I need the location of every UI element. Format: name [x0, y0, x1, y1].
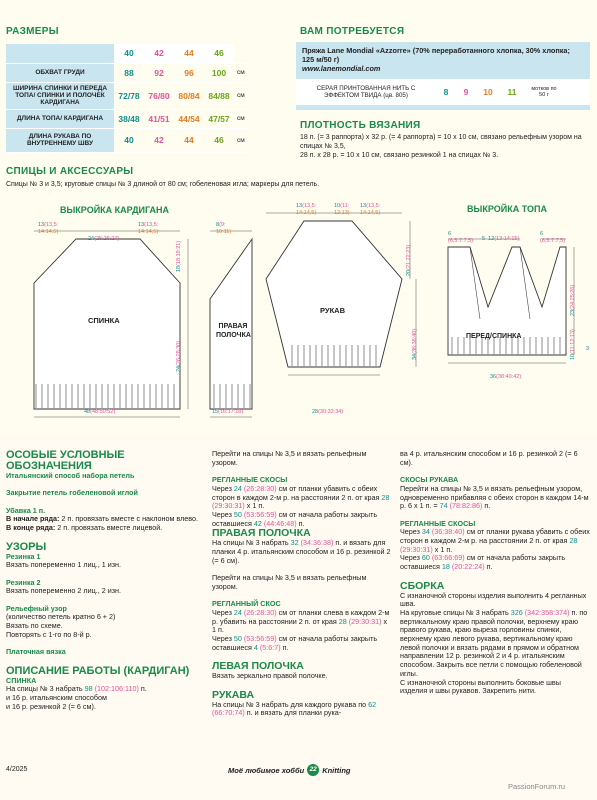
density-line: 18 п. (= 3 раппорта) x 32 р. (= 4 раппорта) = 10 x 10 см, связано рельефным узором на спицах № 3,5, — [300, 134, 582, 150]
dim-sleeve-top: 10(11: 12:13) — [334, 203, 350, 216]
dim-top-strap: 6 (6,5:7:7,5) — [448, 231, 474, 244]
sizes-title: РАЗМЕРЫ — [6, 26, 59, 37]
yarn-site: www.lanemondial.com — [302, 64, 381, 73]
yarn-amount: 9 — [463, 87, 469, 97]
size-cell: 100 — [204, 63, 234, 82]
size-row-label: ШИРИНА СПИНКИ И ПЕРЕДА ТОПА/ СПИНКИ И ПОЛОЧЕК КАРДИГАНА — [6, 82, 114, 109]
size-cell: 80/84 — [174, 82, 204, 109]
dim-back-shoulder: 13(13,5: 14:14,5) — [38, 222, 59, 235]
site-watermark: PassionForum.ru — [508, 782, 566, 791]
dim-front-top: 8(9: 10:11) — [216, 222, 232, 235]
top-pattern-title: ВЫКРОЙКА ТОПА — [467, 204, 547, 214]
tools-title: СПИЦЫ И АКСЕССУАРЫ — [6, 166, 134, 177]
density-text — [300, 133, 592, 160]
dim-back-raglan: 18(18:19:21) — [176, 240, 182, 272]
issue-number: 4/2025 — [6, 766, 28, 773]
yarn-amount: 11 — [507, 87, 517, 97]
size-cell: 46 — [204, 128, 234, 152]
size-header: 46 — [204, 44, 234, 63]
dim-back-width: 48(48:50:52) — [84, 409, 116, 415]
column-3: ва 4 р. итальянским способом и 16 р. резинкой 2 (= 6 см). СКОСЫ РУКАВА Перейти на спицы № 3,5 и вязать рельефным узором, одновременно прибавляя с обеих сторон в каждом 14-м р. 6 x 1 п. = 74 (78:82:86) п. РЕГЛАННЫЕ СКОСЫ Через 34 (36:38:40) см от планки рукава убавить с обеих сторон в каждом 2-м р. на расстоянии 2 п. от края 28 (29:30:31) x 1 п. Через 60 (63:66:69) см от начала работы закрыть оставшиеся 18 (20:22:24) п. СБОРКА С изнаночной стороны изделия выполнить 4 регланных шва. На круговые спицы № 3 набрать 326 (342:358:374) п. по вертикальному краю правой полочки, верхнему краю правого рукава, краю выреза горловины спинки, верхнему краю левого рукава, вертикальному краю левой полочки и вязать рядами в прямом и обратном направлении 12 р. резинкой 2 и 4 р. итальянским способом. Закрыть все петли с помощью гобеленовой иглы. С изнаночной стороны выполнить боковые швы изделия и швы рукавов. Закрепить нити. — [400, 449, 590, 696]
size-cell: 76/80 — [144, 82, 174, 109]
dim-back-neck: 24(25:26:27) — [88, 236, 120, 242]
size-cell: 42 — [144, 128, 174, 152]
yarn-unit: мотков по 50 г — [531, 85, 557, 98]
density-line: 28 п. x 28 р. = 10 x 10 см, связано резинкой 1 на спицах № 3. — [300, 152, 499, 159]
top-front-back-label: ПЕРЕД/СПИНКА — [466, 333, 522, 340]
need-title: ВАМ ПОТРЕБУЕТСЯ — [300, 26, 405, 37]
dim-top-height: 23(24:25:26) — [570, 284, 576, 316]
yarn-text: Пряжа Lane Mondial «Azzorre» (70% переработанного хлопка, 30% хлопка; 125 м/50 г) — [302, 46, 570, 64]
dim-top-bottom: 10(11:12:13) — [570, 329, 576, 360]
page-number: 22 — [307, 764, 319, 776]
sleeve-label: РУКАВ — [320, 306, 345, 315]
dim-sleeve-side-r: 13(13,5: 14:14,5) — [360, 203, 381, 216]
size-unit: см — [234, 109, 248, 128]
close-caption: Закрытие петель гобеленовой иглой — [6, 488, 138, 498]
dim-top-neck: 5 12(13:14:15) — [482, 236, 520, 242]
size-cell: 38/48 — [114, 109, 144, 128]
size-cell: 44/54 — [174, 109, 204, 128]
size-cell: 40 — [114, 128, 144, 152]
size-cell: 84/88 — [204, 82, 234, 109]
cardigan-pattern-title: ВЫКРОЙКА КАРДИГАНА — [60, 205, 169, 215]
column-1: ОСОБЫЕ УСЛОВНЫЕ ОБОЗНАЧЕНИЯ Итальянский способ набора петель Закрытие петель гобеленовой иглой Убавка 1 п. В начале ряда: 2 п. провязать вместе с наклоном влево. В конце ряда: 2 п. провязать вместе лицевой. УЗОРЫ Резинка 1 Вязать попеременно 1 лиц., 1 изн. Резинка 2 Вязать попеременно 2 лиц., 2 изн. Рельефный узор (количество петель кратно 6 + 2) Вязать по схеме. Повторять с 1-го по 8-й р. Платочная вязка ОПИСАНИЕ РАБОТЫ (КАРДИГАН) СПИНКА На спицы № 3 набрать 98 (102:106:110) п. и 16 р. итальянским способом и 16 р. резинкой 2 (= 6 см). — [6, 450, 202, 711]
size-cell: 88 — [114, 63, 144, 82]
size-row-label: ОБХВАТ ГРУДИ — [6, 63, 114, 82]
size-cell: 47/57 — [204, 109, 234, 128]
size-cell: 96 — [174, 63, 204, 82]
size-header: 40 — [114, 44, 144, 63]
dim-top-width: 36(38:40:42) — [490, 374, 522, 380]
italian-caption: Итальянский способ набора петель — [6, 471, 135, 480]
special-title: ОСОБЫЕ УСЛОВНЫЕ ОБОЗНАЧЕНИЯ — [6, 449, 125, 472]
patterns-title: УЗОРЫ — [6, 540, 47, 553]
sizes-table — [6, 44, 248, 153]
dim-sleeve-cuff: 28(30:32:34) — [312, 409, 344, 415]
need-box — [296, 42, 590, 110]
front-label: ПРАВАЯ ПОЛОЧКА — [216, 323, 251, 339]
yarn-amount-row — [296, 79, 590, 105]
size-cell: 92 — [144, 63, 174, 82]
dim-sleeve-side: 13(13,5: 14:14,5) — [296, 203, 317, 216]
dec-title: Убавка 1 п. — [6, 505, 46, 515]
size-unit: см — [234, 128, 248, 152]
size-header: 42 — [144, 44, 174, 63]
size-unit: см — [234, 82, 248, 109]
dim-sleeve-raglan: 20(21:22:23) — [406, 244, 412, 276]
size-cell: 41/51 — [144, 109, 174, 128]
back-label: СПИНКА — [88, 316, 120, 325]
size-cell: 72/78 — [114, 82, 144, 109]
size-row-label: ДЛИНА ТОПА/ КАРДИГАНА — [6, 109, 114, 128]
column-2: Перейти на спицы № 3,5 и вязать рельефным узором. РЕГЛАННЫЕ СКОСЫ Через 24 (26:28:30) см от планки убавить с обеих сторон в каждом 2-м р. на расстоянии 2 п. от края 28 (29:30:31) x 1 п. Через 50 (53:56:59) см от начала работы закрыть оставшиеся 42 (44:46:48) п. ПРАВАЯ ПОЛОЧКА На спицы № 3 набрать 32 (34:36:38) п. и вязать для планки 4 р. итальянским способом и 16 р. резинкой 2 (= 6 см). Перейти на спицы № 3,5 и вязать рельефным узором. РЕГЛАННЫЙ СКОС Через 24 (26:28:30) см от планки слева в каждом 2-м р. убавить на расстоянии 2 п. от края 28 (29:30:31) x 1 п. Через 50 (53:56:59) см от начала работы закрыть оставшиеся 4 (5:6:7) п. ЛЕВАЯ ПОЛОЧКА Вязать зеркально правой полочке. РУКАВА На спицы № 3 набрать для каждого рукава по 62 (66:70:74) п. и вязать для планки рука- — [212, 449, 391, 718]
yarn-color: СЕРАЯ ПРИНТОВАННАЯ НИТЬ С ЭФФЕКТОМ ТВИДА (цв. 805) — [316, 85, 416, 99]
pattern-diagrams — [0, 195, 597, 435]
dim-back-shoulder-r: 13(13,5: 14:14,5) — [138, 222, 159, 235]
dim-sleeve-length: 34(36:38:40) — [412, 328, 418, 360]
tools-text: Спицы № 3 и 3,5; круговые спицы № 3 длиной от 80 см; гобеленовая игла; маркеры для петель. — [6, 181, 320, 188]
desc-title: ОПИСАНИЕ РАБОТЫ (КАРДИГАН) — [6, 664, 190, 677]
footer-magazine: Моё любимое хобби 22 Knitting — [228, 765, 351, 775]
size-cell: 44 — [174, 128, 204, 152]
dim-back-body: 24(26:28:30) — [176, 340, 182, 372]
yarn-amount: 10 — [483, 87, 493, 97]
dim-top-rib: 3 — [586, 346, 590, 352]
yarn-amount: 8 — [443, 87, 449, 97]
dim-front-width: 15(16:17:18) — [212, 409, 244, 415]
density-title: ПЛОТНОСТЬ ВЯЗАНИЯ — [300, 120, 421, 131]
dim-top-strap-r: 6 (6,5:7:7,5) — [540, 231, 566, 244]
size-unit: см — [234, 63, 248, 82]
size-row-label: ДЛИНА РУКАВА ПО ВНУТРЕННЕМУ ШВУ — [6, 128, 114, 152]
size-header: 44 — [174, 44, 204, 63]
